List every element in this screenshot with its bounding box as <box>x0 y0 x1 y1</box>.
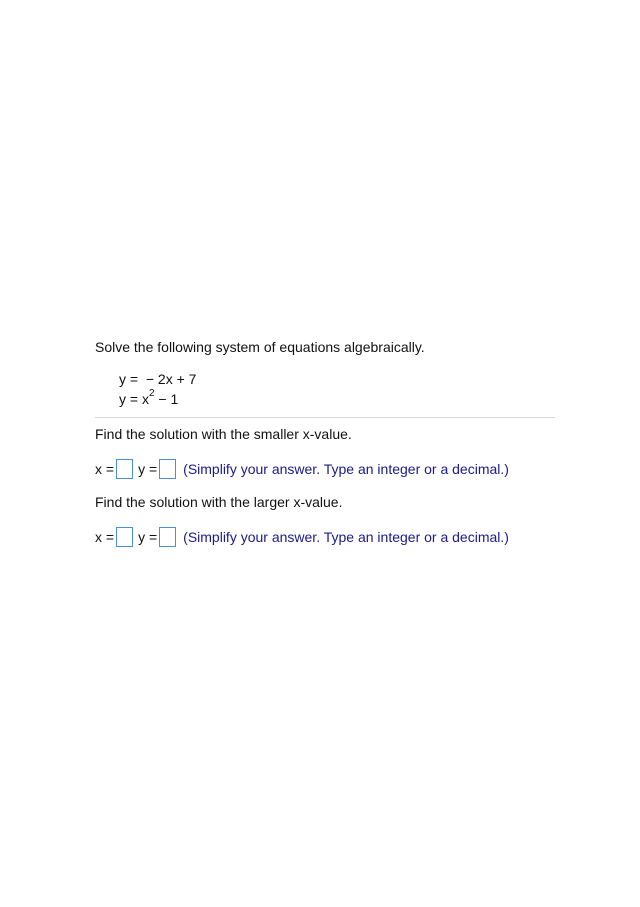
part2-prompt: Find the solution with the larger x-value. <box>95 494 343 510</box>
equation-2-rest: − 1 <box>154 391 179 407</box>
part2-answer-row <box>95 527 555 547</box>
part-smaller-solution <box>95 425 555 479</box>
part2-y-label: y = <box>138 529 158 545</box>
equation-1: y = − 2x + 7 <box>119 371 197 387</box>
part1-x-label: x = <box>95 461 115 477</box>
part2-y-answer-box[interactable] <box>159 527 176 547</box>
problem-statement <box>95 338 555 409</box>
section-divider <box>95 417 555 418</box>
part-larger-solution <box>95 493 555 547</box>
part1-prompt: Find the solution with the smaller x-value. <box>95 426 352 442</box>
part1-hint: (Simplify your answer. Type an integer or a decimal.) <box>183 461 509 477</box>
part1-y-label: y = <box>138 461 158 477</box>
equation-2 <box>119 389 555 409</box>
equation-2-base: y = x <box>119 391 149 407</box>
part2-hint: (Simplify your answer. Type an integer or a decimal.) <box>183 529 509 545</box>
part1-x-answer-box[interactable] <box>116 459 133 479</box>
instruction-text: Solve the following system of equations algebraically. <box>95 339 425 355</box>
part1-y-answer-box[interactable] <box>159 459 176 479</box>
part2-x-label: x = <box>95 529 115 545</box>
equation-2-exponent: 2 <box>148 388 155 400</box>
part2-x-answer-box[interactable] <box>116 527 133 547</box>
equation-system <box>119 369 555 409</box>
part1-answer-row <box>95 459 555 479</box>
